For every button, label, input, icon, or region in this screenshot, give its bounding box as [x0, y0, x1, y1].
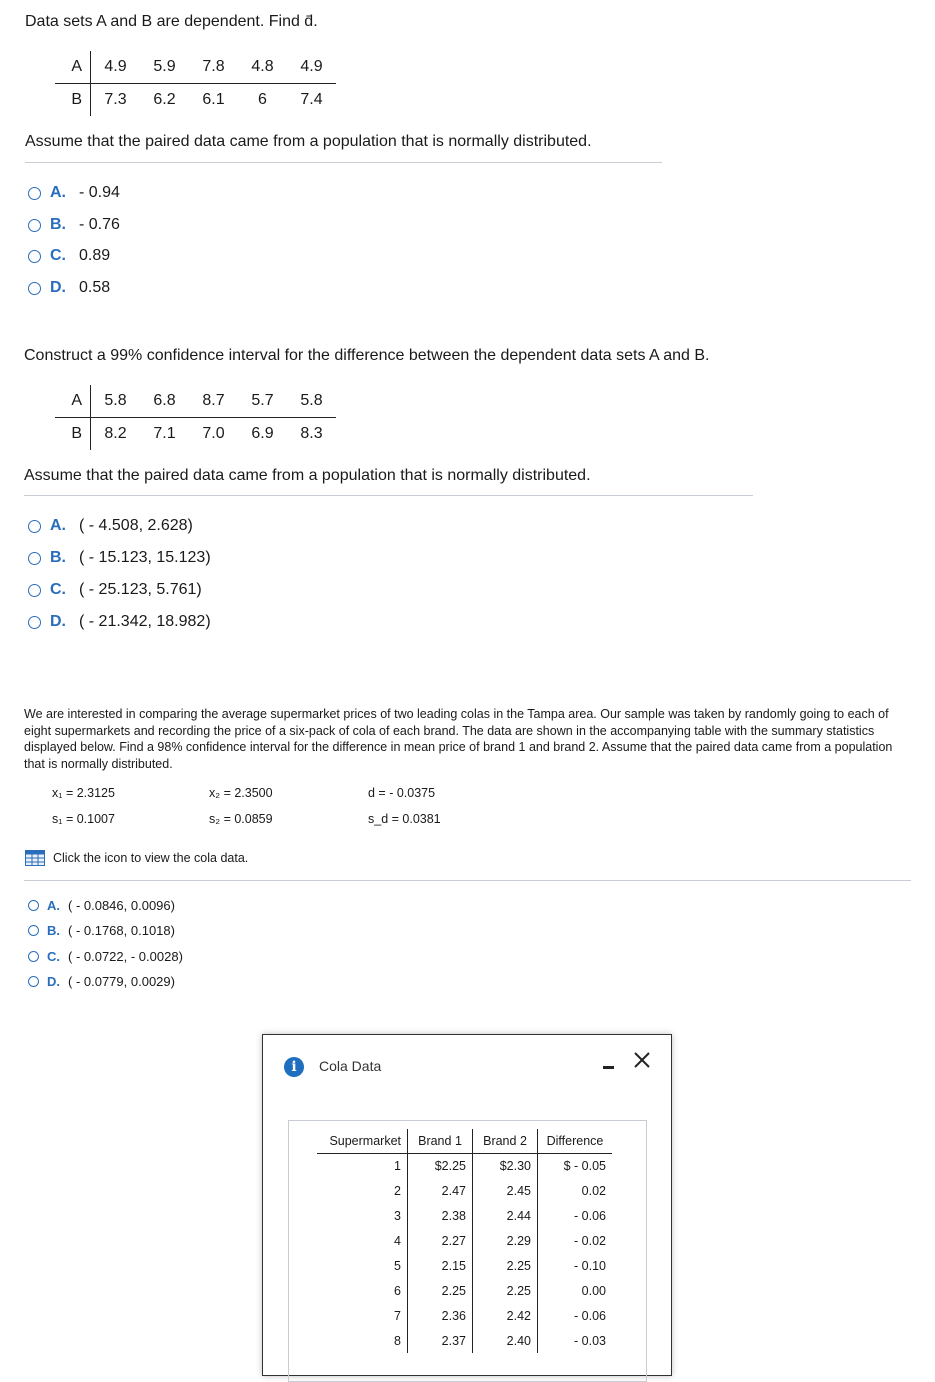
q1-data-table — [55, 51, 336, 116]
q2-b-val: 7.1 — [153, 425, 176, 442]
q1-prompt: Data sets A and B are dependent. Find d̄. — [25, 13, 318, 30]
cell: 2 — [317, 1179, 408, 1204]
radio-button[interactable] — [28, 584, 41, 597]
q1-b-val: 7.3 — [104, 91, 127, 108]
q2-option-b[interactable] — [28, 549, 211, 567]
option-value: - 0.76 — [79, 216, 120, 233]
q2-data-table — [55, 385, 336, 450]
stat-x2: x₂ = 2.3500 — [209, 786, 273, 800]
table-row — [317, 1179, 612, 1204]
q1-b-val: 7.4 — [300, 91, 323, 108]
option-value: ( - 0.0722, - 0.0028) — [68, 949, 183, 964]
close-icon[interactable] — [631, 1049, 653, 1071]
option-value: ( - 0.0846, 0.0096) — [68, 898, 175, 913]
q3-option-d[interactable] — [28, 974, 175, 989]
cell: - 0.02 — [574, 1234, 606, 1249]
q2-row-b — [55, 418, 336, 451]
radio-button[interactable] — [28, 976, 39, 987]
option-value: - 0.94 — [79, 184, 120, 201]
q2-b-val: 7.0 — [202, 425, 225, 442]
radio-button[interactable] — [28, 282, 41, 295]
cell: 2.38 — [408, 1204, 473, 1229]
option-value: 0.89 — [79, 247, 111, 264]
view-data-link[interactable] — [25, 850, 248, 866]
q1-b-val: 6 — [258, 91, 267, 108]
q1-option-b[interactable] — [28, 216, 120, 234]
table-row — [317, 1254, 612, 1279]
q3-option-b[interactable] — [28, 923, 175, 938]
cell: 2.40 — [473, 1328, 538, 1353]
cell: 2.25 — [473, 1278, 538, 1303]
cell: 0.00 — [581, 1283, 606, 1298]
q2-row-a — [55, 385, 336, 418]
q1-assumption: Assume that the paired data came from a population that is normally distributed. — [25, 133, 592, 150]
q1-b-val: 6.1 — [202, 91, 225, 108]
q3-option-a[interactable] — [28, 898, 175, 913]
q2-b-val: 8.2 — [104, 425, 127, 442]
radio-button[interactable] — [28, 552, 41, 565]
q1-option-d[interactable] — [28, 279, 110, 297]
stat-s1: s₁ = 0.1007 — [52, 812, 115, 826]
q2-a-val: 6.8 — [140, 385, 189, 418]
col-brand2: Brand 2 — [473, 1129, 538, 1154]
q2-a-val: 5.7 — [238, 385, 287, 418]
radio-button[interactable] — [28, 187, 41, 200]
minimize-icon[interactable] — [601, 1057, 617, 1073]
q1-option-c[interactable] — [28, 247, 110, 265]
info-icon: i — [284, 1057, 304, 1077]
cell: $ - 0.05 — [563, 1159, 606, 1174]
q1-a-val: 7.8 — [189, 51, 238, 84]
cell: 2.45 — [473, 1179, 538, 1204]
q1-row-a — [55, 51, 336, 84]
option-value: ( - 21.342, 18.982) — [79, 613, 211, 630]
radio-button[interactable] — [28, 951, 39, 962]
cell: 2.47 — [408, 1179, 473, 1204]
option-letter: A. — [50, 184, 66, 201]
cell: - 0.10 — [574, 1259, 606, 1273]
q3-option-c[interactable] — [28, 949, 183, 964]
table-row — [317, 1328, 612, 1353]
option-letter: C. — [50, 581, 66, 598]
cola-table-panel — [288, 1120, 647, 1382]
option-letter: D. — [50, 279, 66, 296]
q2-row-b-label: B — [55, 418, 91, 451]
q2-option-a[interactable] — [28, 517, 193, 535]
divider — [24, 880, 911, 881]
table-grid-icon[interactable] — [25, 850, 45, 866]
stat-dbar: d = - 0.0375 — [368, 786, 436, 800]
radio-button[interactable] — [28, 520, 41, 533]
table-row — [317, 1154, 612, 1179]
radio-button[interactable] — [28, 900, 39, 911]
option-letter: C. — [50, 247, 66, 264]
q2-option-d[interactable] — [28, 613, 211, 631]
table-header-row — [317, 1129, 612, 1154]
radio-button[interactable] — [28, 616, 41, 629]
option-value: ( - 15.123, 15.123) — [79, 549, 211, 566]
q3-prompt: We are interested in comparing the average supermarket prices of two leading colas in the Tampa area. Our sample was taken by randomly going to each of eight supermarkets and recording the price of a six-pack of cola of each brand. The data are shown in the accompanying table with the summary statistics displayed below. Find a 98% confidence interval for the difference in mean price of brand 1 and brand 2. Assume that the paired data came from a population that is normally distributed. — [24, 707, 893, 771]
q2-assumption: Assume that the paired data came from a population that is normally distributed. — [24, 467, 591, 484]
radio-button[interactable] — [28, 250, 41, 263]
cell: 2.27 — [408, 1229, 473, 1254]
cell: 2.36 — [408, 1303, 473, 1328]
q1-a-val: 4.8 — [238, 51, 287, 84]
cell: 6 — [317, 1278, 408, 1303]
stat-sd: s_d = 0.0381 — [368, 812, 441, 826]
cell: 2.42 — [473, 1303, 538, 1328]
cell: 2.15 — [408, 1254, 473, 1279]
option-letter: D. — [50, 613, 66, 630]
q1-option-a[interactable] — [28, 184, 120, 202]
option-value: ( - 0.1768, 0.1018) — [68, 923, 175, 938]
q1-a-val: 4.9 — [287, 51, 336, 84]
col-brand1: Brand 1 — [408, 1129, 473, 1154]
q2-option-c[interactable] — [28, 581, 202, 599]
option-letter: A. — [50, 517, 66, 534]
option-letter: C. — [47, 949, 60, 964]
option-value: ( - 4.508, 2.628) — [79, 517, 193, 534]
q1-a-val: 5.9 — [140, 51, 189, 84]
q1-a-val: 4.9 — [91, 51, 141, 84]
q2-row-a-label: A — [55, 385, 91, 418]
cell: 7 — [317, 1303, 408, 1328]
cell: 5 — [317, 1254, 408, 1279]
radio-button[interactable] — [28, 925, 39, 936]
view-data-text[interactable]: Click the icon to view the cola data. — [53, 851, 249, 865]
cell: 8 — [317, 1328, 408, 1353]
q2-a-val: 8.7 — [189, 385, 238, 418]
cell: $2.25 — [408, 1154, 473, 1179]
divider — [24, 495, 753, 496]
cell: 2.25 — [473, 1254, 538, 1279]
q1-row-a-label: A — [55, 51, 91, 84]
cell: $2.30 — [473, 1154, 538, 1179]
q2-b-val: 8.3 — [300, 425, 323, 442]
divider — [25, 162, 662, 163]
option-letter: B. — [50, 216, 66, 233]
cell: 0.02 — [581, 1184, 606, 1199]
table-row — [317, 1303, 612, 1328]
radio-button[interactable] — [28, 219, 41, 232]
q1-row-b — [55, 84, 336, 117]
q2-b-val: 6.9 — [251, 425, 274, 442]
option-value: 0.58 — [79, 279, 111, 296]
stat-s2: s₂ = 0.0859 — [209, 812, 273, 826]
cell: 2.29 — [473, 1229, 538, 1254]
table-row — [317, 1229, 612, 1254]
cell: 2.25 — [408, 1278, 473, 1303]
q1-b-val: 6.2 — [153, 91, 176, 108]
cell: 2.44 — [473, 1204, 538, 1229]
option-letter: B. — [50, 549, 66, 566]
col-difference: Difference — [538, 1129, 613, 1154]
option-letter: D. — [47, 974, 60, 989]
q1-row-b-label: B — [55, 84, 91, 117]
q2-a-val: 5.8 — [91, 385, 141, 418]
cola-data-table — [317, 1129, 612, 1353]
col-supermarket: Supermarket — [317, 1129, 408, 1154]
table-row — [317, 1204, 612, 1229]
cell: - 0.06 — [574, 1209, 606, 1224]
stat-x1: x₁ = 2.3125 — [52, 786, 115, 800]
option-value: ( - 0.0779, 0.0029) — [68, 974, 175, 989]
cell: 2.37 — [408, 1328, 473, 1353]
cola-data-window — [262, 1034, 672, 1376]
table-row — [317, 1278, 612, 1303]
q2-prompt: Construct a 99% confidence interval for the difference between the dependent data sets A and B. — [24, 347, 710, 364]
cell: - 0.06 — [574, 1308, 606, 1323]
option-value: ( - 25.123, 5.761) — [79, 581, 202, 598]
cell: 3 — [317, 1204, 408, 1229]
cell: 4 — [317, 1229, 408, 1254]
window-title: Cola Data — [319, 1058, 382, 1074]
option-letter: A. — [47, 898, 60, 913]
q2-a-val: 5.8 — [287, 385, 336, 418]
cell: - 0.03 — [574, 1333, 606, 1348]
option-letter: B. — [47, 923, 60, 938]
cell: 1 — [317, 1154, 408, 1179]
